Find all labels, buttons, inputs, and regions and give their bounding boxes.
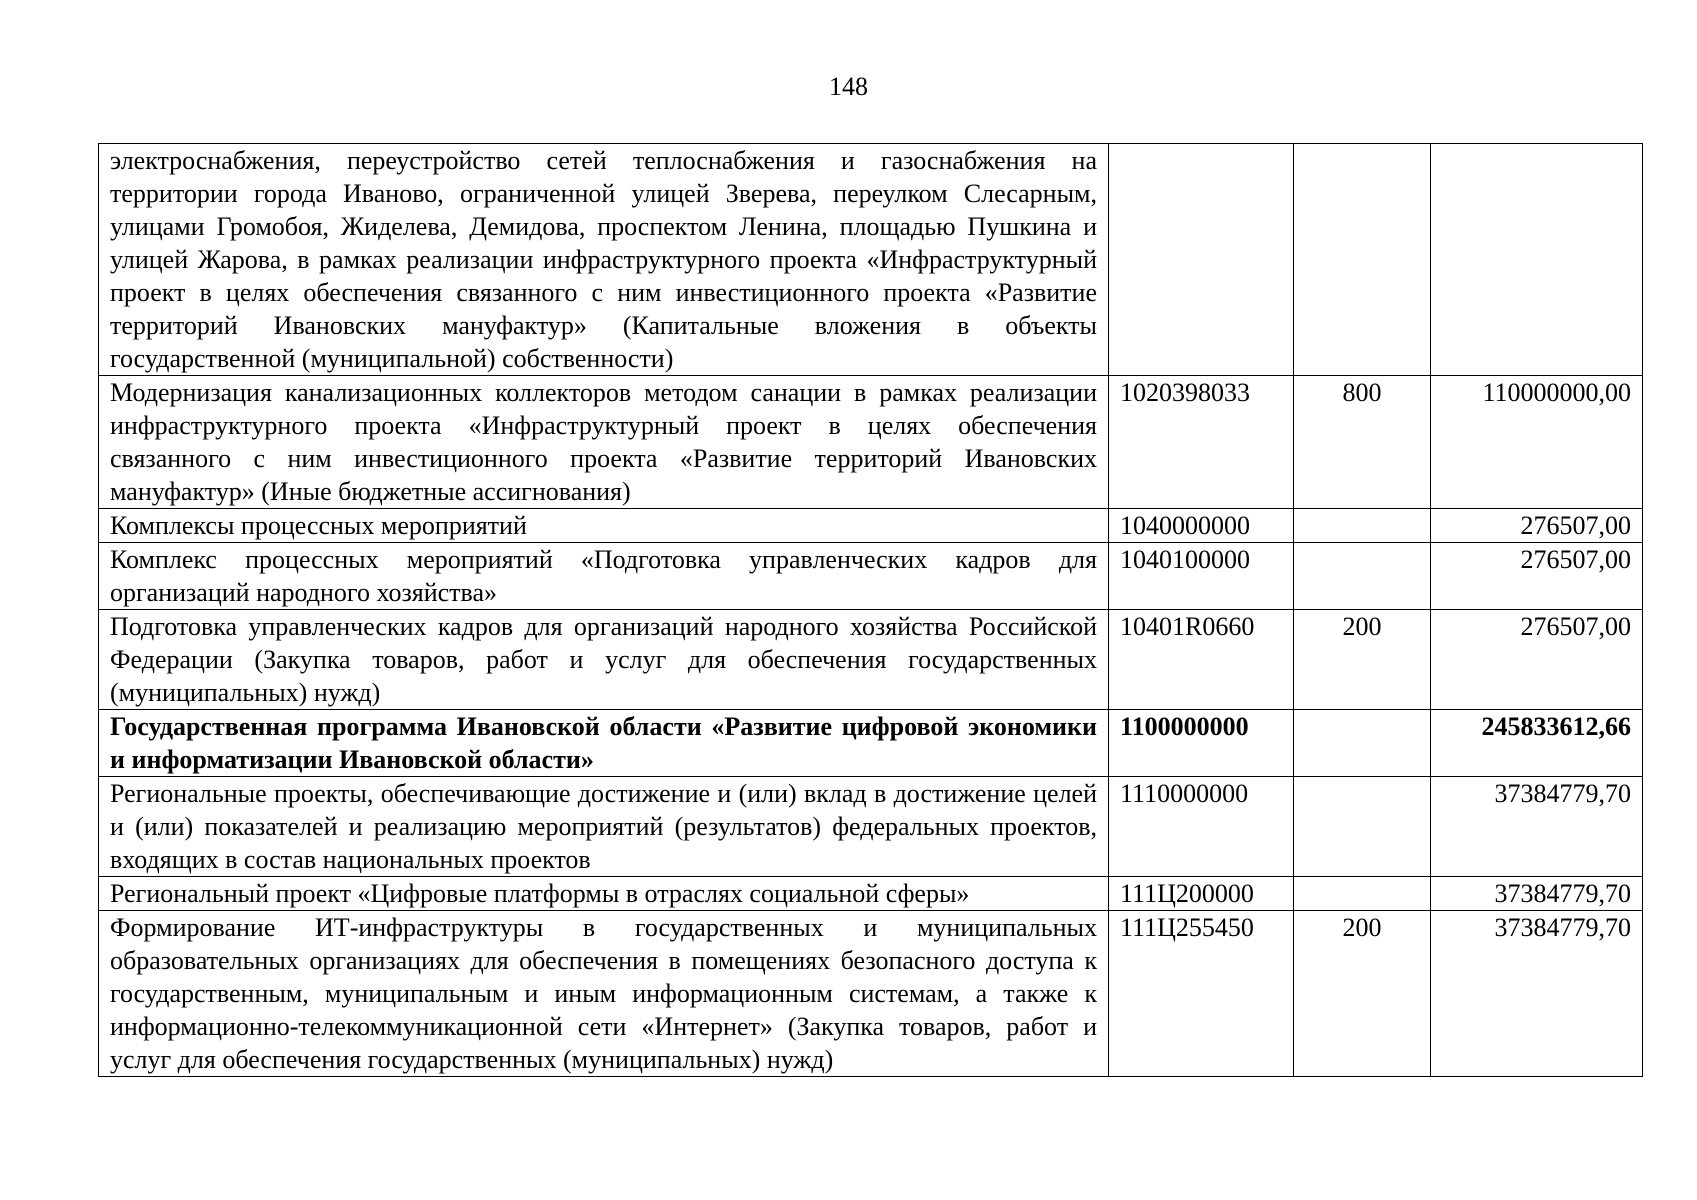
- row-code-cell: 1100000000: [1109, 710, 1294, 777]
- table-row: [99, 543, 1643, 610]
- row-name-cell: Государственная программа Ивановской области «Развитие цифровой экономики и информатизации Ивановской области»: [99, 710, 1109, 777]
- row-name-cell: электроснабжения, переустройство сетей теплоснабжения и газоснабжения на территории города Иваново, ограниченной улицей Зверева, переулком Слесарным, улицами Громобоя, Жиделева, Демидова, проспектом Ленина, площадью Пушкина и улицей Жарова, в рамках реализации инфраструктурного проекта «Инфраструктурный проект в целях обеспечения связанного с ним инвестиционного проекта «Развитие территорий Ивановских мануфактур» (Капитальные вложения в объекты государственной (муниципальной) собственности): [99, 144, 1109, 376]
- row-name-cell: Региональный проект «Цифровые платформы в отраслях социальной сферы»: [99, 877, 1109, 911]
- row-amount-cell: 245833612,66: [1431, 710, 1643, 777]
- table-row: [99, 144, 1643, 376]
- row-name-cell: Региональные проекты, обеспечивающие достижение и (или) вклад в достижение целей и (или) показателей и реализацию мероприятий (результатов) федеральных проектов, входящих в состав национальных проектов: [99, 777, 1109, 877]
- row-expense-type-cell: [1294, 777, 1431, 877]
- row-expense-type-cell: [1294, 710, 1431, 777]
- row-name-cell: Комплекс процессных мероприятий «Подготовка управленческих кадров для организаций народного хозяйства»: [99, 543, 1109, 610]
- row-amount-cell: 276507,00: [1431, 543, 1643, 610]
- row-name-cell: Подготовка управленческих кадров для организаций народного хозяйства Российской Федерации (Закупка товаров, работ и услуг для обеспечения государственных (муниципальных) нужд): [99, 610, 1109, 710]
- table-row: [99, 610, 1643, 710]
- row-amount-cell: 110000000,00: [1431, 376, 1643, 509]
- row-expense-type-cell: 200: [1294, 610, 1431, 710]
- row-name-cell: Комплексы процессных мероприятий: [99, 509, 1109, 543]
- row-name-cell: Формирование ИТ-инфраструктуры в государственных и муниципальных образовательных организациях для обеспечения в помещениях безопасного доступа к государственным, муниципальным и иным информационным системам, а также к информационно-телекоммуникационной сети «Интернет» (Закупка товаров, работ и услуг для обеспечения государственных (муниципальных) нужд): [99, 911, 1109, 1077]
- row-name-cell: Модернизация канализационных коллекторов методом санации в рамках реализации инфраструктурного проекта «Инфраструктурный проект в целях обеспечения связанного с ним инвестиционного проекта «Развитие территорий Ивановских мануфактур» (Иные бюджетные ассигнования): [99, 376, 1109, 509]
- row-code-cell: 10401R0660: [1109, 610, 1294, 710]
- row-expense-type-cell: [1294, 877, 1431, 911]
- row-code-cell: 1040000000: [1109, 509, 1294, 543]
- row-expense-type-cell: 200: [1294, 911, 1431, 1077]
- page-number: 148: [829, 72, 868, 101]
- row-code-cell: 1020398033: [1109, 376, 1294, 509]
- table-row: [99, 911, 1643, 1077]
- row-code-cell: 1040100000: [1109, 543, 1294, 610]
- row-amount-cell: 37384779,70: [1431, 911, 1643, 1077]
- row-expense-type-cell: [1294, 144, 1431, 376]
- row-amount-cell: 276507,00: [1431, 509, 1643, 543]
- row-amount-cell: 276507,00: [1431, 610, 1643, 710]
- row-amount-cell: [1431, 144, 1643, 376]
- table-row: [99, 376, 1643, 509]
- row-expense-type-cell: [1294, 543, 1431, 610]
- table-row: [99, 777, 1643, 877]
- row-code-cell: 111Ц255450: [1109, 911, 1294, 1077]
- row-expense-type-cell: 800: [1294, 376, 1431, 509]
- row-amount-cell: 37384779,70: [1431, 877, 1643, 911]
- row-amount-cell: 37384779,70: [1431, 777, 1643, 877]
- row-expense-type-cell: [1294, 509, 1431, 543]
- table-row: [99, 509, 1643, 543]
- row-code-cell: 1110000000: [1109, 777, 1294, 877]
- row-code-cell: [1109, 144, 1294, 376]
- budget-table: [98, 143, 1643, 1077]
- table-row: [99, 877, 1643, 911]
- table-row-program: [99, 710, 1643, 777]
- row-code-cell: 111Ц200000: [1109, 877, 1294, 911]
